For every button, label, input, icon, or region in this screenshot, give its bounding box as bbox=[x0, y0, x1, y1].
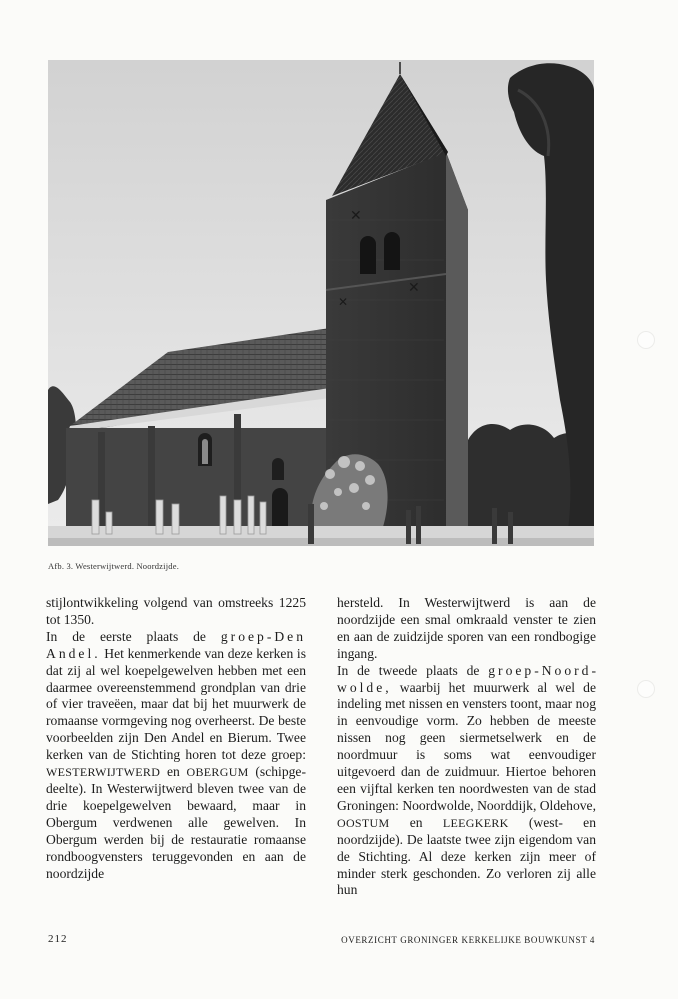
figure-caption: Afb. 3. Westerwijtwerd. Noordzijde. bbox=[48, 561, 180, 571]
text: waarbij het muurwerk al wel de indeling met nissen en vensters toont, maar nog in eenvoudige vorm. Zo hebben de meeste nissen nog geen siermetselwerk en de noordmuur is soms wat eenvoudiger uitgevoerd dan de zuidmuur. Hiertoe behoren een vijftal kerken ten noordwesten van de stad Groningen: Noordwolde, Noorddijk, Oldehove, bbox=[337, 679, 597, 813]
church-name: OBERGUM bbox=[186, 765, 249, 780]
text: (west- en noordzijde). De laatste twee zijn eigendom van de Stichting. Al deze kerken zijn meer of minder sterk geschonden. Zo verloren zij alle hun bbox=[337, 814, 596, 898]
svg-text:✕: ✕ bbox=[338, 295, 349, 309]
punch-hole-icon bbox=[637, 680, 655, 698]
text: Het kenmerkende van deze kerken is dat zij al wel koepelgewelven hebben met een daarmee overeenstemmend grondplan van drie of vier traveëen, maar dat bij het muurwerk de romaanse vormgeving nog overheerst. De beste voorbeelden zijn Den Andel en Bierum. Twee kerken van de Stichting horen tot deze groep: bbox=[46, 645, 306, 763]
paragraph-group-den-andel bbox=[46, 629, 306, 883]
group-name: groep-Den Andel. bbox=[46, 628, 307, 661]
text: (schipgedeelte). In Westerwijtwerd bleven twee van de drie koepelgewelven bewaard, maar in Obergum verdwenen alle gewelven. In Obergum werden bij de restauratie romaanse rondboogvensters teruggevonden en aan de noordzijde bbox=[46, 764, 306, 881]
paragraph-continuation: hersteld. In Westerwijtwerd is aan de noordzijde een smal omkraald venster te zien en aan de zuidzijde sporen van een rondbogige ingang. bbox=[337, 595, 596, 661]
paragraph-continuation: stijlontwikkeling volgend van omstreeks 1225 tot 1350. bbox=[46, 595, 306, 627]
left-text-column bbox=[46, 595, 306, 882]
group-name: groep-Noordwolde, bbox=[337, 662, 596, 695]
church-tower-photo-icon bbox=[48, 60, 594, 546]
punch-hole-icon bbox=[637, 331, 655, 349]
paragraph-group-noordwolde bbox=[337, 663, 596, 900]
right-text-column bbox=[337, 595, 596, 899]
church-photo bbox=[48, 60, 594, 546]
text: In de eerste plaats de bbox=[46, 628, 206, 644]
church-name: WESTERWIJTWERD bbox=[46, 765, 161, 780]
running-title: OVERZICHT GRONINGER KERKELIJKE BOUWKUNST 4 bbox=[341, 935, 595, 945]
text: en bbox=[166, 764, 180, 780]
text: In de tweede plaats de bbox=[337, 662, 480, 678]
text: en bbox=[409, 814, 423, 830]
page-number: 212 bbox=[48, 933, 68, 945]
church-name: LEEGKERK bbox=[442, 815, 509, 830]
svg-text:✕: ✕ bbox=[350, 208, 362, 224]
church-name: OOSTUM bbox=[337, 815, 390, 830]
svg-text:✕: ✕ bbox=[408, 280, 420, 296]
